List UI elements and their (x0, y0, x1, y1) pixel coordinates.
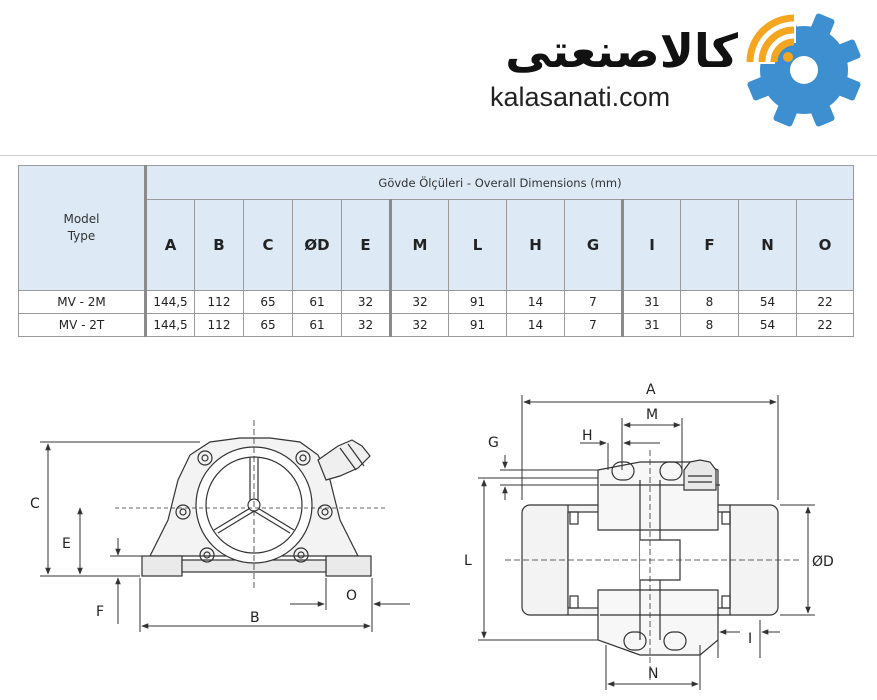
table-cell: 7 (565, 291, 623, 314)
dim-label-N: N (648, 666, 659, 682)
dim-label-D: ØD (812, 554, 834, 570)
model-cell: MV - 2T (19, 314, 146, 337)
table-cell: 31 (623, 314, 681, 337)
table-cell: 32 (391, 314, 449, 337)
front-view-drawing (115, 420, 385, 590)
dim-label-E: E (62, 536, 71, 552)
model-header-line1: Model (63, 212, 100, 226)
column-header: G (565, 200, 623, 291)
column-header: H (507, 200, 565, 291)
brand-name-persian: کالاصنعتی (505, 24, 738, 78)
column-header: E (342, 200, 391, 291)
table-cell: 112 (195, 291, 244, 314)
column-header: N (739, 200, 797, 291)
table-cell: 22 (797, 291, 854, 314)
column-header: F (681, 200, 739, 291)
table-cell: 14 (507, 314, 565, 337)
column-header: O (797, 200, 854, 291)
column-header: A (146, 200, 195, 291)
dim-label-G: G (488, 435, 499, 451)
dim-label-M: M (646, 407, 659, 423)
table-cell: 61 (293, 291, 342, 314)
table-cell: 144,5 (146, 291, 195, 314)
column-header: C (244, 200, 293, 291)
model-header-line2: Type (67, 229, 96, 243)
column-header: ØD (293, 200, 342, 291)
dim-label-L: L (464, 553, 472, 569)
table-cell: 31 (623, 291, 681, 314)
table-cell: 91 (449, 291, 507, 314)
table-cell: 7 (565, 314, 623, 337)
table-cell: 54 (739, 314, 797, 337)
table-cell: 8 (681, 314, 739, 337)
table-cell: 91 (449, 314, 507, 337)
dim-label-F: F (96, 604, 105, 620)
table-cell: 144,5 (146, 314, 195, 337)
table-cell: 14 (507, 291, 565, 314)
brand-url: kalasanati.com (490, 82, 671, 112)
table-cell: 32 (342, 291, 391, 314)
table-cell: 112 (195, 314, 244, 337)
column-header: L (449, 200, 507, 291)
dim-label-O: O (346, 588, 358, 604)
dim-label-C: C (30, 496, 40, 512)
table-cell: 32 (342, 314, 391, 337)
table-cell: 61 (293, 314, 342, 337)
table-cell: 22 (797, 314, 854, 337)
table-cell: 54 (739, 291, 797, 314)
table-cell: 32 (391, 291, 449, 314)
table-cell: 65 (244, 291, 293, 314)
table-cell: 65 (244, 314, 293, 337)
model-cell: MV - 2M (19, 291, 146, 314)
dim-label-B: B (250, 610, 260, 626)
overall-dimensions-header: Gövde Ölçüleri - Overall Dimensions (mm) (146, 166, 854, 200)
column-header: M (391, 200, 449, 291)
table-cell: 8 (681, 291, 739, 314)
dim-label-A: A (646, 382, 656, 398)
dim-label-H: H (582, 428, 593, 444)
column-header: B (195, 200, 244, 291)
column-header: I (623, 200, 681, 291)
dim-label-I: I (748, 631, 753, 647)
